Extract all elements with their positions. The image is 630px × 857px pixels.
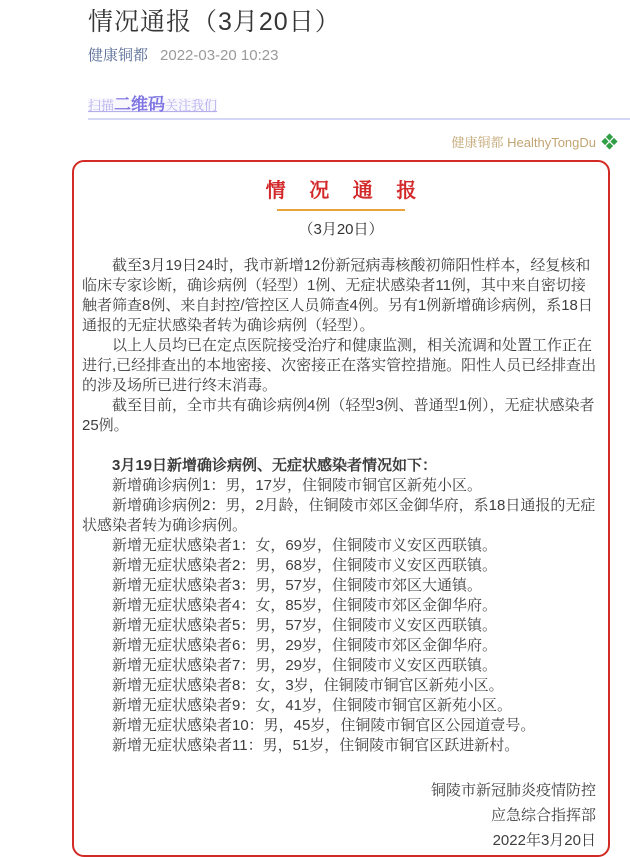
signature-block <box>82 778 600 853</box>
case-line: 新增无症状感染者11：男，51岁，住铜陵市铜官区跃进新村。 <box>112 737 520 754</box>
case-line: 新增无症状感染者1：女，69岁，住铜陵市义安区西联镇。 <box>112 537 498 554</box>
case-line: 新增无症状感染者2：男，68岁，住铜陵市义安区西联镇。 <box>112 557 498 574</box>
qr-link-suffix: 关注我们 <box>165 98 218 113</box>
signature-date: 2022年3月20日 <box>492 832 596 849</box>
qr-link-highlight: 二维码 <box>114 95 166 114</box>
case-line: 新增无症状感染者9：女，41岁，住铜陵市铜官区新苑小区。 <box>112 697 513 714</box>
paragraph-totals: 截至目前，全市共有确诊病例4例（轻型3例、普通型1例），无症状感染者25例。 <box>82 397 595 434</box>
signature-org-line2: 应急综合指挥部 <box>490 807 596 824</box>
paragraph-measures: 以上人员均已在定点医院接受治疗和健康监测，相关流调和处置工作正在进行,已经排查出的本地密接、次密接正在落实管控措施。阳性人员已经排查出的涉及场所已进行终末消毒。 <box>82 337 597 394</box>
notice-date-line: （3月20日） <box>298 221 384 238</box>
page-title: 情况通报（3月20日） <box>88 8 341 36</box>
article-header <box>0 0 630 115</box>
signature-org-line1: 铜陵市新冠肺炎疫情防控 <box>430 782 596 799</box>
green-diamond-logo-icon <box>601 133 618 150</box>
byline <box>88 46 630 66</box>
notice-title: 情 况 通 报 <box>265 180 426 202</box>
paragraph-summary: 截至3月19日24时，我市新增12份新冠病毒核酸初筛阳性样本，经复核和临床专家诊断，确诊病例（轻型）1例、无症状感染者11例，其中来自密切接触者筛查8例、来自封控/管控区人员筛查4例。另有1例新增确诊病例，系18日通报的无症状感染者转为确诊病例（轻型）。 <box>82 257 593 334</box>
cases-heading: 3月19日新增确诊病例、无症状感染者情况如下： <box>112 457 438 474</box>
case-line: 新增无症状感染者6：男，29岁，住铜陵市郊区金御华府。 <box>112 637 498 654</box>
case-line: 新增确诊病例2：男，2月龄，住铜陵市郊区金御华府，系18日通报的无症状感染者转为确诊病例。 <box>82 497 596 534</box>
case-line: 新增无症状感染者7：男，29岁，住铜陵市义安区西联镇。 <box>112 657 498 674</box>
case-line: 新增无症状感染者10：男，45岁，住铜陵市铜官区公园道壹号。 <box>112 717 536 734</box>
publish-timestamp: 2022-03-20 10:23 <box>160 47 279 64</box>
notice-title-underline <box>277 209 405 211</box>
case-line: 新增无症状感染者5：男，57岁，住铜陵市义安区西联镇。 <box>112 617 498 634</box>
account-name-link[interactable]: 健康铜都 <box>88 47 149 64</box>
header-divider <box>88 118 630 120</box>
case-line: 新增无症状感染者4：女，85岁，住铜陵市郊区金御华府。 <box>112 597 498 614</box>
qr-link-prefix: 扫描 <box>88 98 115 113</box>
case-line: 新增无症状感染者3：男，57岁，住铜陵市郊区大通镇。 <box>112 577 483 594</box>
case-line: 新增确诊病例1：男，17岁，住铜陵市铜官区新苑小区。 <box>112 477 483 494</box>
notice-body <box>82 256 600 853</box>
watermark-label: 健康铜都 HealthyTongDu <box>451 135 596 150</box>
qr-follow-row <box>88 96 630 115</box>
case-line: 新增无症状感染者8：女，3岁，住铜陵市铜官区新苑小区。 <box>112 677 504 694</box>
notice-box <box>72 160 610 857</box>
account-watermark <box>0 132 618 151</box>
qr-follow-link[interactable] <box>88 95 218 114</box>
